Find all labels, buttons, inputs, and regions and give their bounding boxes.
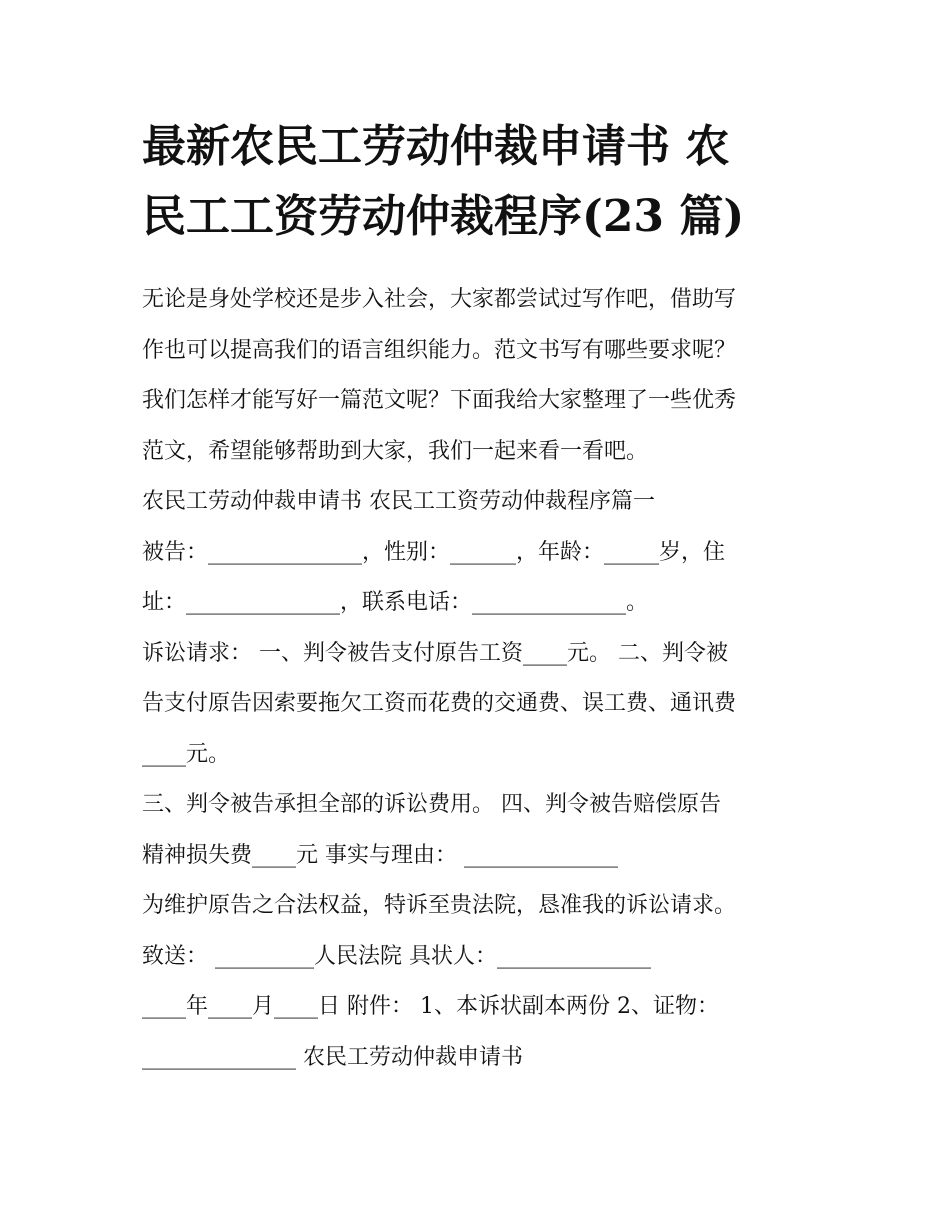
closing-line: ______________ 农民工劳动仲裁申请书	[142, 1044, 523, 1070]
intro-line-3: 我们怎样才能写好一篇范文呢？下面我给大家整理了一些优秀	[142, 388, 737, 413]
title-line-2: 民工工资劳动仲裁程序(23 篇)	[142, 191, 745, 242]
claims-line-4: 三、判令被告承担全部的诉讼费用。 四、判令被告赔偿原告	[142, 792, 721, 817]
defendant-line: 被告：______________，性别：______，年龄：_____岁，住	[142, 539, 726, 565]
addressee-line: 致送： _________人民法院 具状人：______________	[142, 943, 651, 969]
intro-line-2: 作也可以提高我们的语言组织能力。范文书写有哪些要求呢？	[142, 337, 737, 363]
section-heading: 农民工劳动仲裁申请书 农民工工资劳动仲裁程序篇一	[142, 489, 655, 514]
title-line-1: 最新农民工劳动仲裁申请书 农	[142, 121, 730, 172]
address-line: 址：______________，联系电话：______________。	[142, 590, 649, 615]
request-line: 为维护原告之合法权益，特诉至贵法院，恳准我的诉讼请求。	[142, 893, 737, 918]
intro-line-4: 范文，希望能够帮助到大家，我们一起来看一看吧。	[142, 438, 649, 464]
claims-line-1: 诉讼请求： 一、判令被告支付原告工资____元。 二、判令被	[142, 640, 728, 666]
claims-line-2: 告支付原告因索要拖欠工资而花费的交通费、误工费、通讯费	[142, 691, 737, 716]
intro-line-1: 无论是身处学校还是步入社会，大家都尝试过写作吧，借助写	[142, 287, 737, 312]
date-attachment-line: ____年____月____日 附件： 1、本诉状副本两份 2、证物：	[142, 994, 719, 1019]
document-body	[142, 275, 832, 1083]
document-title	[142, 112, 832, 252]
facts-line: 精神损失费____元 事实与理由： ______________	[142, 842, 618, 868]
claims-line-3: ____元。	[142, 741, 231, 767]
